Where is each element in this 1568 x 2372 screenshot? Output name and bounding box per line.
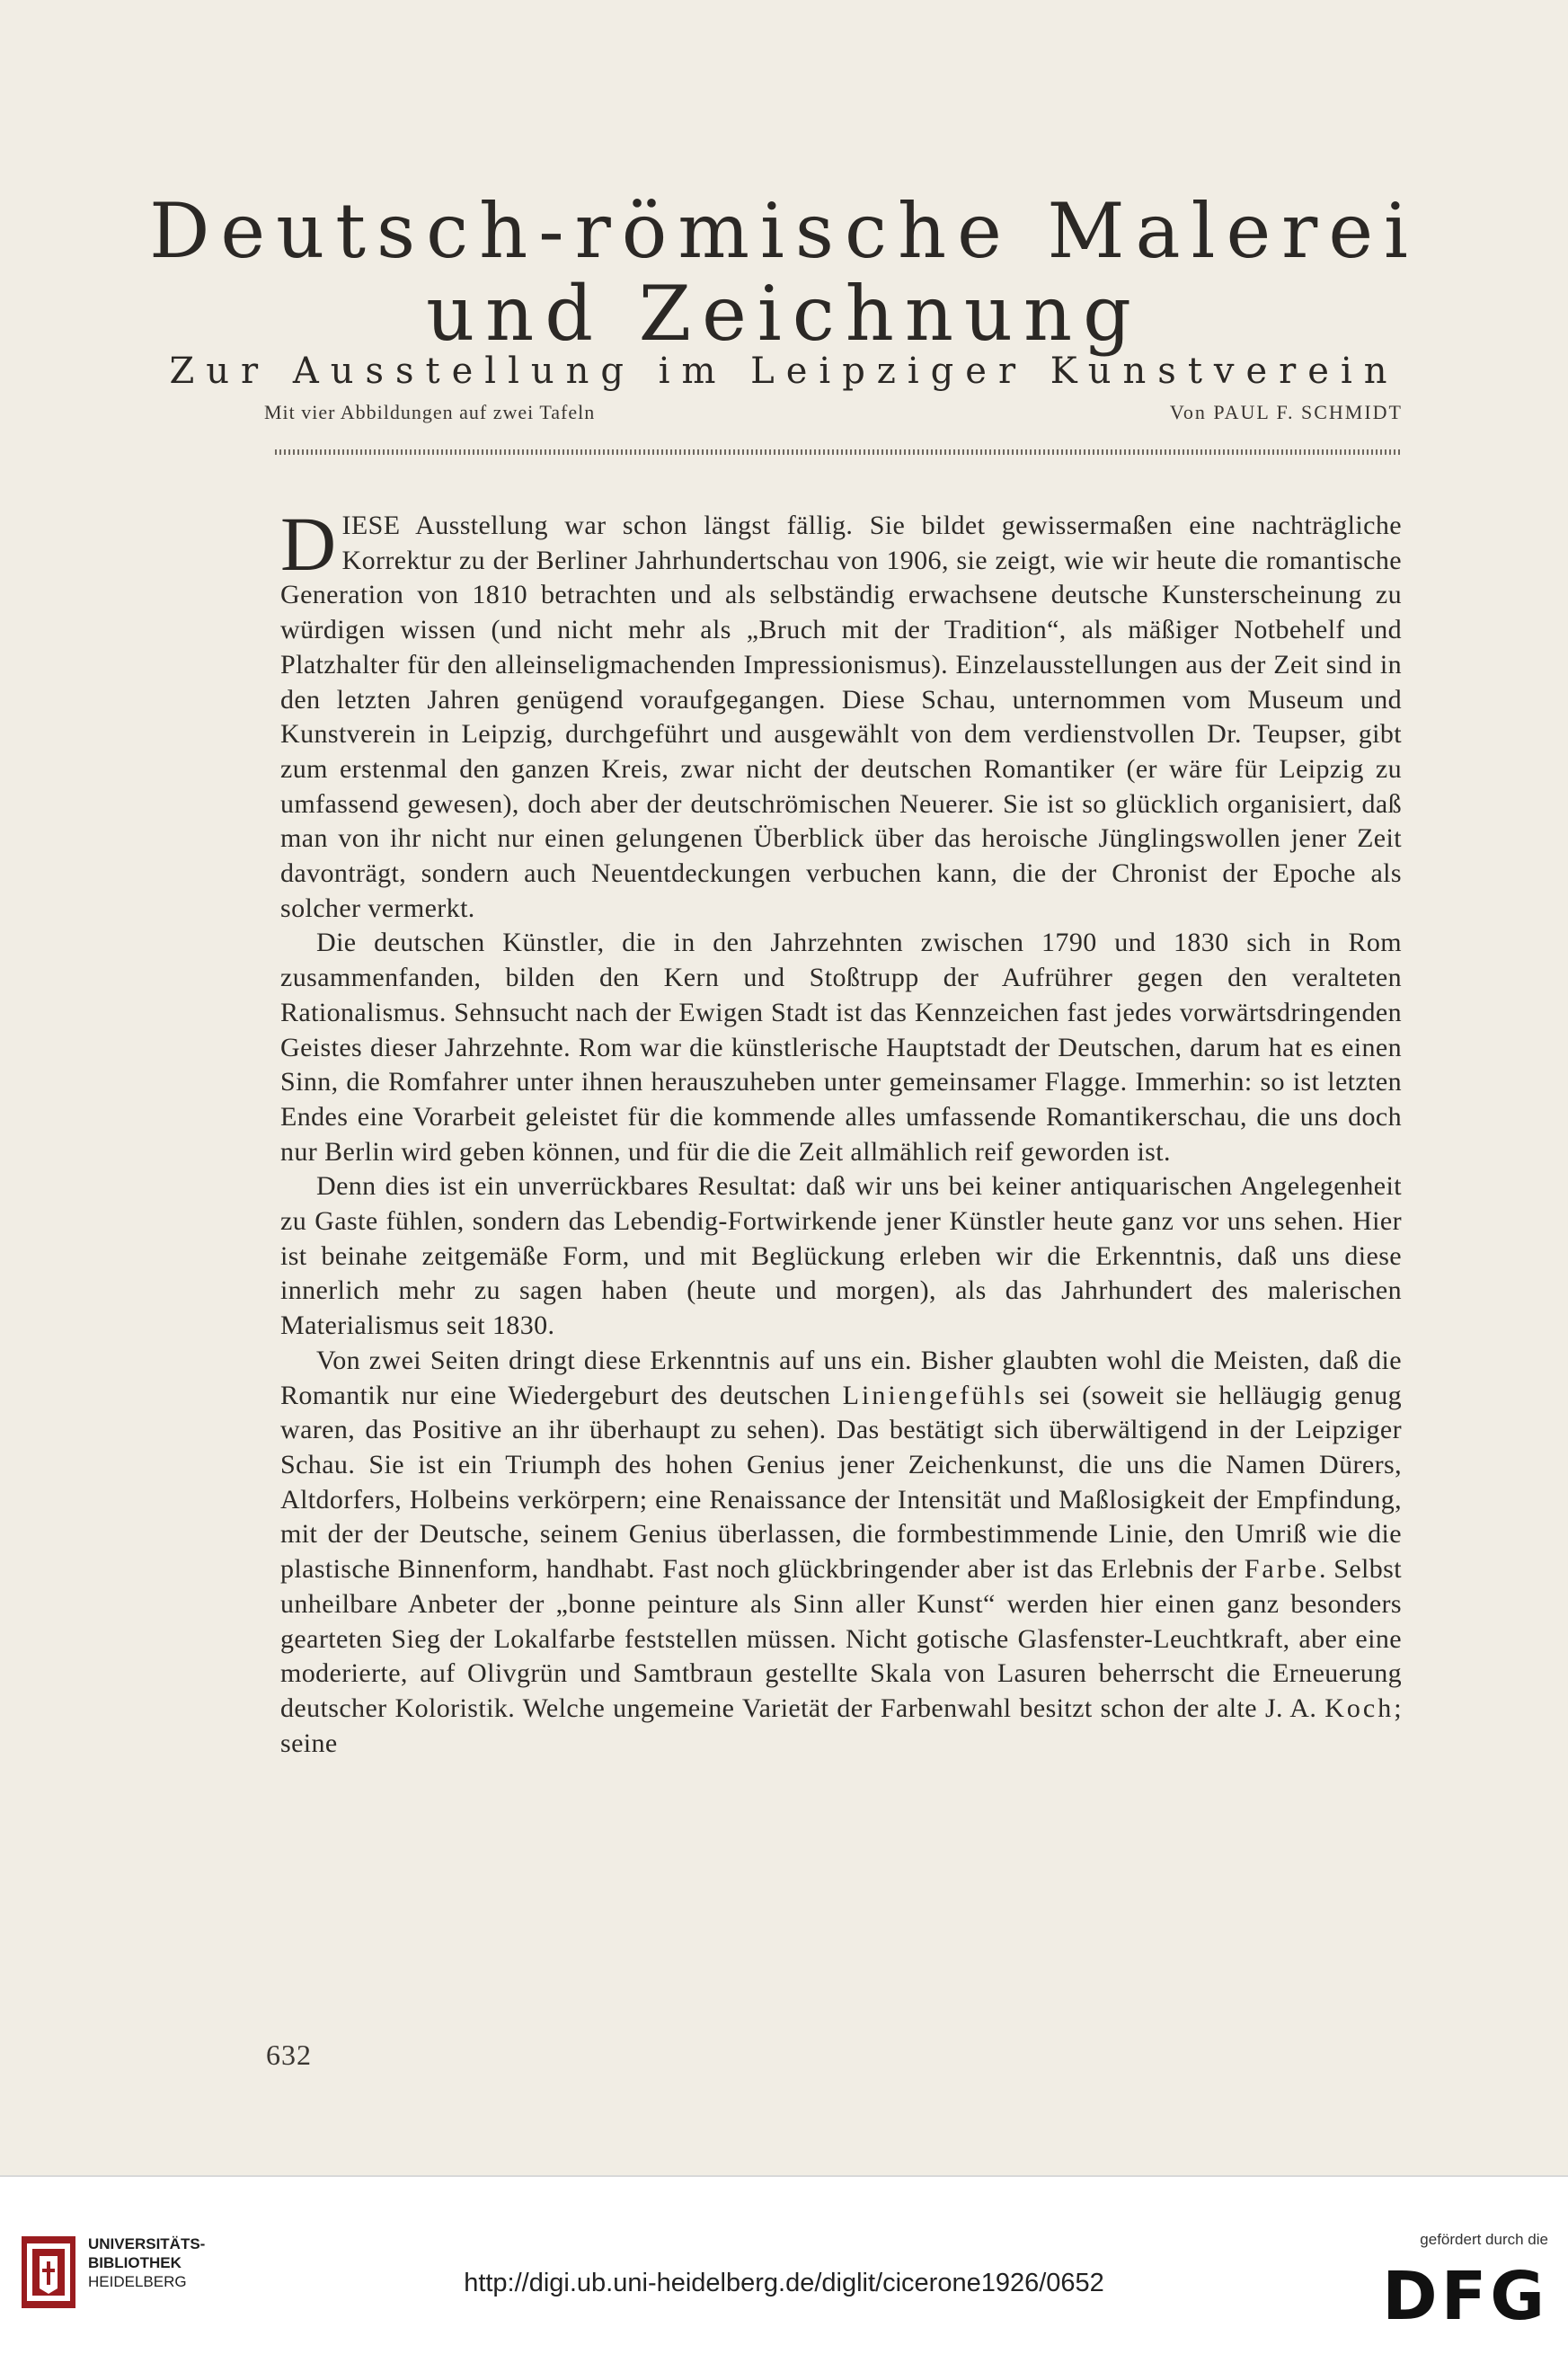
document-url[interactable]: http://digi.ub.uni-heidelberg.de/diglit/cicerone1926/0652 xyxy=(464,2269,1104,2297)
library-line-1: UNIVERSITÄTS- xyxy=(88,2235,206,2252)
article-title-line-1: Deutsch-römische Malerei xyxy=(149,187,1419,275)
sponsor-caption: gefördert durch die xyxy=(1420,2231,1548,2248)
emphasis-liniengefuehls: Liniengefühls xyxy=(842,1380,1028,1410)
paragraph-4-text-b: sei (soweit sie helläugig genug waren, das Positive an ihr überhaupt zu sehen). Das bestätigt sich überwältigend in der Leipziger Schau. Sie ist ein Triumph des hohen Genius jener Zeichenkunst, die uns die Namen Dürers, Altdorfers, Holbeins verkörpern; eine Renaissance der Intensität und Maßlosigkeit der Empfindung, mit der der Deutsche, seinem Genius überlassen, die formbestimmende Linie, den Umriß wie die plastische Binnenform, handhabt. Fast noch glückbringender aber ist das Erlebnis der xyxy=(280,1380,1403,1585)
article-title-line-2: und Zeichnung xyxy=(426,270,1142,358)
author-byline: Von PAUL F. SCHMIDT xyxy=(1169,401,1403,423)
dfg-logo: DFG xyxy=(1382,2258,1548,2335)
emphasis-koch: Koch xyxy=(1324,1692,1395,1723)
paragraph-4 xyxy=(280,1344,1402,1761)
article-subtitle: Zur Ausstellung im Leipziger Kunstverein xyxy=(169,351,1399,392)
paragraph-2: Die deutschen Künstler, die in den Jahrzehnten zwischen 1790 und 1830 sich in Rom zusammenfanden, bilden den Kern und Stoßtrupp der Aufrührer gegen den veralteten Rationalismus. Sehnsucht nach der Ewigen Stadt ist das Kennzeichen fast jedes vorwärtsdringenden Geistes dieser Jahrzehnte. Rom war die künstlerische Hauptstadt der Deutschen, darum hat es einen Sinn, die Romfahrer unter ihnen herauszuheben unter gemeinsamer Flagge. Immerhin: so ist letzten Endes eine Vorarbeit geleistet für die kommende alles umfassende Romantikerschau, die uns doch nur Berlin wird geben können, und für die die Zeit allmählich reif geworden ist. xyxy=(280,928,1402,1167)
paragraph-1 xyxy=(280,501,1402,926)
footer-divider xyxy=(0,2175,1568,2177)
paragraph-4-text-d: ; seine xyxy=(280,1692,1402,1758)
dotted-divider xyxy=(275,449,1403,455)
paragraph-4-text-a: Von zwei Seiten dringt diese Erkenntnis auf uns ein. Bisher glaubten wohl die Meisten, daß die Romantik nur eine Wiedergeburt des deutschen xyxy=(280,1345,1402,1410)
paragraph-1-text: IESE Ausstellung war schon längst fällig. Sie bildet gewissermaßen eine nachträgliche Korrektur zu der Berliner Jahrhundertschau von 1906, sie zeigt, wie wir heute die romantische Generation von 1810 betrachten und als selbständig erwachsene deutsche Kunsterscheinung zu würdigen wissen (und nicht mehr als „Bruch mit der Tradition“, als mäßiger Notbehelf und Platzhalter für den alleinseligmachenden Impressionismus). Einzelausstellungen aus der Zeit sind in den letzten Jahren genügend voraufgegangen. Diese Schau, unternommen vom Museum und Kunstverein in Leipzig, durchgeführt und ausgewählt von dem verdienstvollen Dr. Teupser, gibt zum erstenmal den ganzen Kreis, zwar nicht der deutschen Romantiker (er wäre für Leipzig zu umfassend gewesen), doch aber der deutschrömischen Neuerer. Sie ist so glücklich organisiert, daß man von ihr nicht nur einen gelungenen Überblick über das heroische Jünglingswollen jener Zeit davonträgt, sondern auch Neuentdeckungen verbuchen kann, die der Chronist der Epoche als solcher vermerkt. xyxy=(280,511,1402,923)
page-number: 632 xyxy=(266,2039,312,2071)
drop-cap: D xyxy=(280,501,337,587)
illustration-note: Mit vier Abbildungen auf zwei Tafeln xyxy=(264,401,596,423)
article-body xyxy=(280,501,1403,1761)
library-line-3: HEIDELBERG xyxy=(88,2273,187,2290)
emphasis-farbe: Farbe xyxy=(1244,1554,1320,1585)
paragraph-4-text-c: . Selbst unheilbare Anbeter der „bonne peinture als Sinn aller Kunst“ werden hier einen ganz besonders gearteten Sieg der Lokalfarbe feststellen müssen. Nicht gotische Glasfenster-Leuchtkraft, aber eine moderierte, auf Olivgrün und Samtbraun gestellte Skala von Lasuren beherrscht die Erneuerung deutscher Koloristik. Welche ungemeine Varietät der Farbenwahl besitzt schon der alte J. A. xyxy=(280,1554,1402,1723)
paragraph-3: Denn dies ist ein unverrückbares Resultat: daß wir uns bei keiner antiquarischen Angelegenheit zu Gaste fühlen, sondern das Lebendig-Fortwirkende jener Künstler heute ganz vor uns sehen. Hier ist beinahe zeitgemäße Form, und mit Beglückung erleben wir die Erkenntnis, daß uns diese innerlich mehr zu sagen haben (heute und morgen), als das Jahrhundert des malerischen Materialismus seit 1830. xyxy=(280,1171,1402,1341)
library-line-2: BIBLIOTHEK xyxy=(88,2254,182,2271)
